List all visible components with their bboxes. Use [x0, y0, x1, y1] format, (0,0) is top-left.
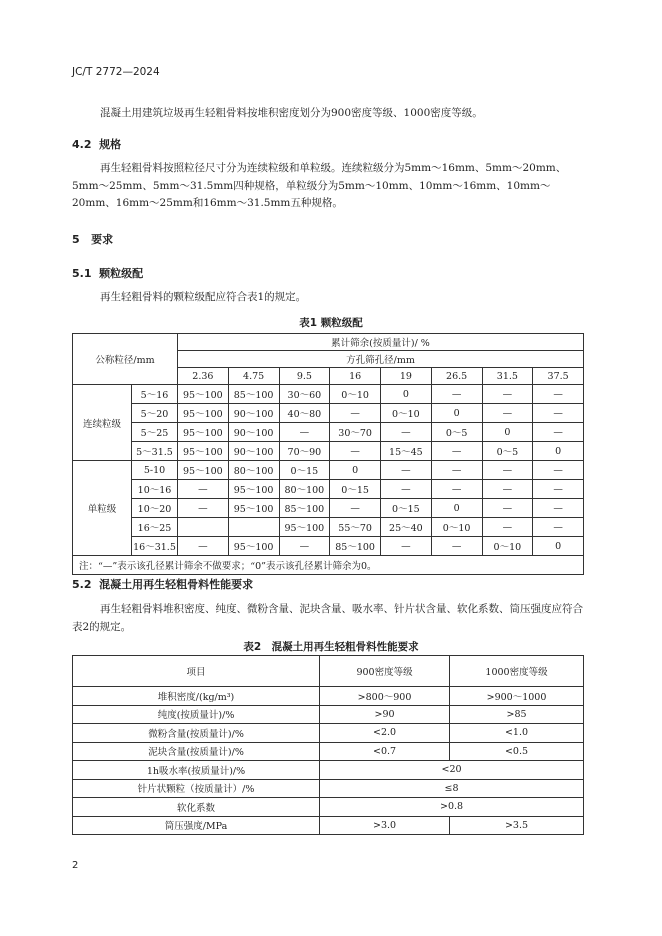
sieve-size-cell: 16: [330, 368, 381, 385]
item-cell: 筒压强度/MPa: [73, 816, 320, 835]
sieve-size-cell: 9.5: [279, 368, 330, 385]
value-cell: —: [279, 537, 330, 556]
value-cell: —: [533, 518, 584, 537]
value-cell: —: [431, 537, 482, 556]
table-row: [73, 404, 584, 423]
nominal-size-cell: 16～25: [132, 518, 178, 537]
table-row: [73, 442, 584, 461]
value-cell: >900～1000: [450, 687, 584, 706]
value-cell: ≤8: [320, 779, 584, 798]
item-cell: 泥块含量(按质量计)/%: [73, 742, 320, 761]
value-cell: —: [381, 537, 432, 556]
value-cell: 40～80: [279, 404, 330, 423]
value-cell: —: [330, 499, 381, 518]
page-number: 2: [72, 860, 79, 871]
value-cell: —: [482, 404, 533, 423]
value-cell: —: [381, 480, 432, 499]
value-cell: —: [533, 499, 584, 518]
value-cell: —: [533, 385, 584, 404]
section-5-heading: [72, 231, 113, 247]
value-cell: >90: [320, 705, 450, 724]
value-cell: —: [482, 499, 533, 518]
column-header: 900密度等级: [320, 656, 450, 687]
table-2-title: 表2 混凝土用再生轻粗骨料性能要求: [243, 641, 419, 653]
table-row: [73, 779, 584, 798]
nominal-size-cell: 5-10: [132, 461, 178, 480]
value-cell: 0～10: [431, 518, 482, 537]
sieve-size-cell: 19: [381, 368, 432, 385]
value-cell: —: [178, 480, 229, 499]
table-row: [73, 705, 584, 724]
value-cell: <20: [320, 761, 584, 780]
table-row: [73, 480, 584, 499]
value-cell: 0: [431, 499, 482, 518]
value-cell: 95～100: [279, 518, 330, 537]
value-cell: 0～15: [381, 499, 432, 518]
item-cell: 纯度(按质量计)/%: [73, 705, 320, 724]
value-cell: 0～10: [381, 404, 432, 423]
grading-table: [72, 333, 584, 575]
section-number: 5.1: [72, 267, 92, 280]
section-5-2-paragraph: 再生轻粗骨料堆积密度、纯度、微粉含量、泥块含量、吸水率、针片状含量、软化系数、筒压强度应符合表2的规定。: [72, 603, 583, 633]
value-cell: [228, 518, 279, 537]
grading-group-label: 连续粒级: [73, 385, 132, 461]
value-cell: [178, 518, 229, 537]
value-cell: —: [533, 461, 584, 480]
item-cell: 1h吸水率(按质量计)/%: [73, 761, 320, 780]
table-row: [73, 518, 584, 537]
value-cell: 90～100: [228, 404, 279, 423]
section-5-1-heading: [72, 265, 143, 281]
nominal-size-cell: 5～31.5: [132, 442, 178, 461]
value-cell: —: [482, 480, 533, 499]
section-number: 5.2: [72, 578, 92, 591]
section-5-2-heading: [72, 576, 253, 592]
item-cell: 微粉含量(按质量计)/%: [73, 724, 320, 743]
nominal-size-header: 公称粒径/mm: [73, 334, 178, 385]
value-cell: 0～15: [279, 461, 330, 480]
table-row: [73, 724, 584, 743]
value-cell: —: [381, 423, 432, 442]
item-cell: 软化系数: [73, 798, 320, 817]
value-cell: —: [431, 480, 482, 499]
value-cell: 0～5: [431, 423, 482, 442]
sieve-size-cell: 26.5: [431, 368, 482, 385]
value-cell: 95～100: [178, 385, 229, 404]
value-cell: —: [482, 461, 533, 480]
value-cell: >85: [450, 705, 584, 724]
value-cell: 15～45: [381, 442, 432, 461]
value-cell: 95～100: [228, 537, 279, 556]
nominal-size-cell: 5～16: [132, 385, 178, 404]
value-cell: 0: [330, 461, 381, 480]
column-header: 项目: [73, 656, 320, 687]
cumulative-retained-header: 累计筛余(按质量计)/ %: [178, 334, 584, 351]
value-cell: —: [178, 537, 229, 556]
value-cell: 0～10: [330, 385, 381, 404]
value-cell: 95～100: [178, 423, 229, 442]
nominal-size-cell: 10～16: [132, 480, 178, 499]
value-cell: 0～10: [482, 537, 533, 556]
value-cell: —: [178, 499, 229, 518]
value-cell: 95～100: [228, 499, 279, 518]
value-cell: <0.7: [320, 742, 450, 761]
value-cell: 95～100: [178, 442, 229, 461]
value-cell: 85～100: [279, 499, 330, 518]
section-title: 规格: [99, 138, 122, 151]
table-row: [73, 816, 584, 835]
item-cell: 针片状颗粒（按质量计）/%: [73, 779, 320, 798]
value-cell: 95～100: [228, 480, 279, 499]
value-cell: 95～100: [178, 461, 229, 480]
value-cell: <2.0: [320, 724, 450, 743]
table-row: [73, 385, 584, 404]
value-cell: 30～60: [279, 385, 330, 404]
table-1-title: 表1 颗粒级配: [299, 317, 363, 329]
sieve-size-cell: 31.5: [482, 368, 533, 385]
nominal-size-cell: 16～31.5: [132, 537, 178, 556]
table-row: [73, 423, 584, 442]
value-cell: —: [381, 461, 432, 480]
nominal-size-cell: 10～20: [132, 499, 178, 518]
value-cell: 90～100: [228, 423, 279, 442]
table-row: [73, 798, 584, 817]
value-cell: >3.0: [320, 816, 450, 835]
section-number: 5: [72, 233, 80, 246]
table-row: [73, 461, 584, 480]
value-cell: —: [279, 423, 330, 442]
value-cell: 0～5: [482, 442, 533, 461]
value-cell: 0: [431, 404, 482, 423]
section-title: 要求: [91, 233, 114, 246]
grading-group-label: 单粒级: [73, 461, 132, 556]
table-row: [73, 499, 584, 518]
value-cell: —: [533, 423, 584, 442]
table-row: [73, 537, 584, 556]
section-5-1-paragraph: 再生轻粗骨料的颗粒级配应符合表1的规定。: [100, 291, 307, 303]
value-cell: —: [330, 442, 381, 461]
value-cell: —: [431, 461, 482, 480]
value-cell: 55～70: [330, 518, 381, 537]
table-row: [73, 742, 584, 761]
performance-table: [72, 655, 584, 835]
note-row: [73, 556, 584, 575]
value-cell: <0.5: [450, 742, 584, 761]
value-cell: 0: [381, 385, 432, 404]
value-cell: 80～100: [279, 480, 330, 499]
value-cell: 30～70: [330, 423, 381, 442]
sieve-size-cell: 37.5: [533, 368, 584, 385]
value-cell: —: [482, 385, 533, 404]
sieve-size-header: 方孔筛孔径/mm: [178, 351, 584, 368]
value-cell: 0: [533, 442, 584, 461]
value-cell: 0: [482, 423, 533, 442]
value-cell: 95～100: [178, 404, 229, 423]
section-4-2-paragraph: 再生轻粗骨料按照粒径尺寸分为连续粒级和单粒级。连续粒级分为5mm～16mm、5mm～20mm、5mm～25mm、5mm～31.5mm四种规格，单粒级分为5mm～10mm、10mm～16mm、10mm～20mm、16mm～25mm和16mm～31.5mm五种规格。: [72, 162, 567, 209]
value-cell: 80～100: [228, 461, 279, 480]
value-cell: 85～100: [228, 385, 279, 404]
header-row: [73, 334, 584, 351]
document-code: JC/T 2772—2024: [72, 66, 160, 78]
value-cell: >3.5: [450, 816, 584, 835]
sieve-size-cell: 4.75: [228, 368, 279, 385]
item-cell: 堆积密度/(kg/m³): [73, 687, 320, 706]
value-cell: 0～15: [330, 480, 381, 499]
column-header: 1000密度等级: [450, 656, 584, 687]
section-title: 颗粒级配: [99, 267, 144, 280]
table-row: [73, 761, 584, 780]
value-cell: —: [431, 442, 482, 461]
value-cell: >0.8: [320, 798, 584, 817]
table-note: 注：“—”表示该孔径累计筛余不做要求；“0”表示该孔径累计筛余为0。: [73, 556, 584, 575]
value-cell: —: [533, 404, 584, 423]
section-title: 混凝土用再生轻粗骨料性能要求: [99, 578, 254, 591]
value-cell: 0: [533, 537, 584, 556]
intro-paragraph: 混凝土用建筑垃圾再生轻粗骨料按堆积密度划分为900密度等级、1000密度等级。: [100, 107, 483, 119]
value-cell: 90～100: [228, 442, 279, 461]
sieve-size-cell: 2.36: [178, 368, 229, 385]
value-cell: —: [431, 385, 482, 404]
value-cell: —: [482, 518, 533, 537]
section-4-2-heading: [72, 136, 121, 152]
value-cell: 25～40: [381, 518, 432, 537]
table-row: [73, 687, 584, 706]
value-cell: >800～900: [320, 687, 450, 706]
value-cell: <1.0: [450, 724, 584, 743]
value-cell: —: [533, 480, 584, 499]
value-cell: 85～100: [330, 537, 381, 556]
nominal-size-cell: 5～20: [132, 404, 178, 423]
header-row: [73, 656, 584, 687]
value-cell: —: [330, 404, 381, 423]
nominal-size-cell: 5～25: [132, 423, 178, 442]
value-cell: 70～90: [279, 442, 330, 461]
section-number: 4.2: [72, 138, 92, 151]
